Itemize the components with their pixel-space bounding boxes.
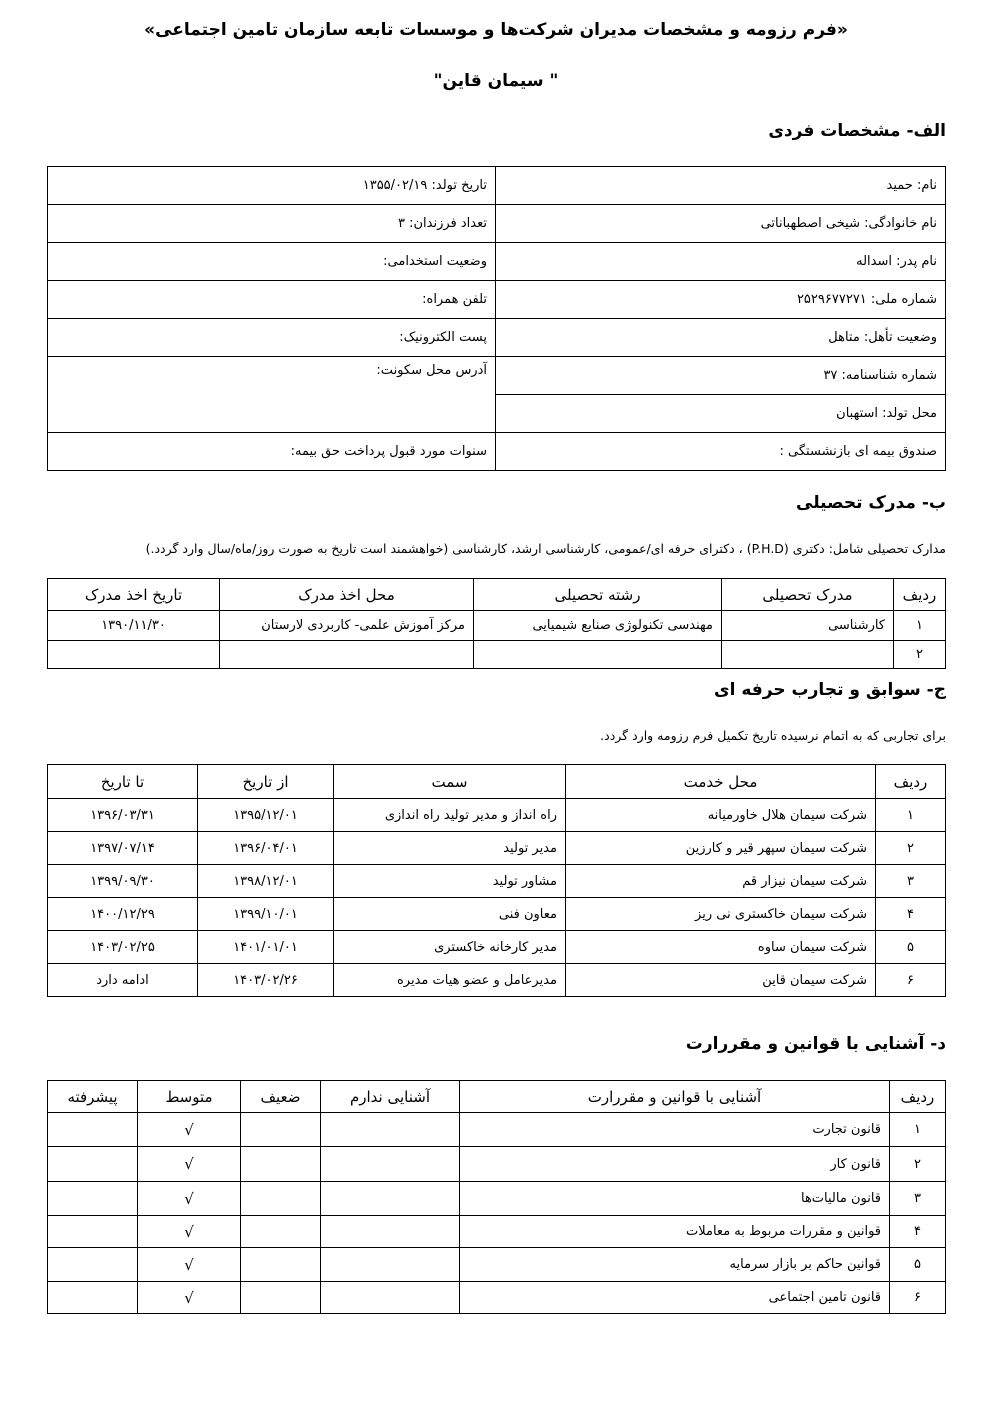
- table-row: [48, 931, 946, 964]
- experience-table: [47, 764, 946, 997]
- laws-table: [47, 1080, 946, 1314]
- not-familiar-cell: [321, 1282, 460, 1314]
- col-law: آشنایی با قوانین و مقررارت: [460, 1081, 890, 1113]
- col-row-number: ردیف: [876, 765, 946, 799]
- row-number: ۳: [876, 865, 946, 898]
- from-date-value: ۱۳۹۸/۱۲/۰۱: [198, 865, 334, 898]
- table-row: [48, 865, 946, 898]
- row-number: ۶: [876, 964, 946, 997]
- pension-fund-cell: صندوق بیمه ای بازنشستگی :: [496, 433, 946, 471]
- table-row: [48, 799, 946, 832]
- law-name: قانون مالیات‌ها: [460, 1182, 890, 1216]
- average-check: √: [138, 1113, 241, 1147]
- col-degree: مدرک تحصیلی: [722, 579, 894, 611]
- col-to-date: تا تاریخ: [48, 765, 198, 799]
- col-field: رشته تحصیلی: [474, 579, 722, 611]
- email-cell: پست الکترونیک:: [48, 319, 496, 357]
- institution-value: [220, 641, 474, 669]
- law-name: قانون تجارت: [460, 1113, 890, 1147]
- col-row-number: ردیف: [890, 1081, 946, 1113]
- not-familiar-cell: [321, 1216, 460, 1248]
- advanced-cell: [48, 1113, 138, 1147]
- to-date-value: ۱۳۹۶/۰۳/۳۱: [48, 799, 198, 832]
- address-cell: آدرس محل سکونت:: [48, 357, 496, 433]
- from-date-value: ۱۳۹۹/۱۰/۰۱: [198, 898, 334, 931]
- row-number: ۴: [876, 898, 946, 931]
- field-value: مهندسی تکنولوژی صنایع شیمیایی: [474, 611, 722, 641]
- col-workplace: محل خدمت: [566, 765, 876, 799]
- table-row: [48, 1182, 946, 1216]
- table-row: [48, 1248, 946, 1282]
- workplace-value: شرکت سیمان خاکستری نی ریز: [566, 898, 876, 931]
- advanced-cell: [48, 1282, 138, 1314]
- position-value: مدیر کارخانه خاکستری: [334, 931, 566, 964]
- institution-value: مرکز آموزش علمی- کاربردی لارستان: [220, 611, 474, 641]
- employment-status-cell: وضعیت استخدامی:: [48, 243, 496, 281]
- to-date-value: ۱۴۰۰/۱۲/۲۹: [48, 898, 198, 931]
- from-date-value: ۱۴۰۳/۰۲/۲۶: [198, 964, 334, 997]
- weak-cell: [241, 1147, 321, 1182]
- from-date-value: ۱۳۹۵/۱۲/۰۱: [198, 799, 334, 832]
- row-number: ۵: [876, 931, 946, 964]
- law-name: قوانین و مقررات مربوط به معاملات: [460, 1216, 890, 1248]
- position-value: راه انداز و مدیر تولید راه اندازی: [334, 799, 566, 832]
- to-date-value: ۱۳۹۷/۰۷/۱۴: [48, 832, 198, 865]
- degree-value: کارشناسی: [722, 611, 894, 641]
- experience-header-row: [48, 765, 946, 799]
- not-familiar-cell: [321, 1147, 460, 1182]
- company-title: " سیمان قاین": [433, 71, 559, 91]
- position-value: معاون فنی: [334, 898, 566, 931]
- laws-header-row: [48, 1081, 946, 1113]
- average-check: √: [138, 1182, 241, 1216]
- row-number: ۴: [890, 1216, 946, 1248]
- col-from-date: از تاریخ: [198, 765, 334, 799]
- degree-date-value: ۱۳۹۰/۱۱/۳۰: [48, 611, 220, 641]
- law-name: قوانین حاکم بر بازار سرمایه: [460, 1248, 890, 1282]
- advanced-cell: [48, 1147, 138, 1182]
- experience-section-heading: ج- سوابق و تجارب حرفه ای: [714, 680, 946, 700]
- col-not-familiar: آشنایی ندارم: [321, 1081, 460, 1113]
- workplace-value: شرکت سیمان قاین: [566, 964, 876, 997]
- to-date-value: ادامه دارد: [48, 964, 198, 997]
- row-number: ۳: [890, 1182, 946, 1216]
- table-row: [48, 1113, 946, 1147]
- first-name-cell: نام: حمید: [496, 167, 946, 205]
- personal-info-table: [47, 166, 946, 471]
- workplace-value: شرکت سیمان سپهر قیر و کارزین: [566, 832, 876, 865]
- education-section-heading: ب- مدرک تحصیلی: [796, 493, 946, 513]
- experience-note: برای تجاربی که به اتمام نرسیده تاریخ تکمیل فرم رزومه وارد گردد.: [600, 728, 946, 743]
- children-count-cell: تعداد فرزندان: ۳: [48, 205, 496, 243]
- advanced-cell: [48, 1216, 138, 1248]
- degree-date-value: [48, 641, 220, 669]
- weak-cell: [241, 1113, 321, 1147]
- insurance-years-cell: سنوات مورد قبول پرداخت حق بیمه:: [48, 433, 496, 471]
- col-position: سمت: [334, 765, 566, 799]
- average-check: √: [138, 1282, 241, 1314]
- to-date-value: ۱۳۹۹/۰۹/۳۰: [48, 865, 198, 898]
- table-row: [48, 1216, 946, 1248]
- workplace-value: شرکت سیمان نیزار قم: [566, 865, 876, 898]
- national-id-cell: شماره ملی: ۲۵۲۹۶۷۷۲۷۱: [496, 281, 946, 319]
- table-row: [48, 832, 946, 865]
- advanced-cell: [48, 1248, 138, 1282]
- col-advanced: پیشرفته: [48, 1081, 138, 1113]
- not-familiar-cell: [321, 1182, 460, 1216]
- col-degree-date: تاریخ اخذ مدرک: [48, 579, 220, 611]
- average-check: √: [138, 1216, 241, 1248]
- row-number: ۱: [890, 1113, 946, 1147]
- table-row: [48, 611, 946, 641]
- table-row: [48, 641, 946, 669]
- not-familiar-cell: [321, 1248, 460, 1282]
- workplace-value: شرکت سیمان ساوه: [566, 931, 876, 964]
- col-average: متوسط: [138, 1081, 241, 1113]
- row-number: ۱: [894, 611, 946, 641]
- education-note: مدارک تحصیلی شامل: دکتری (P.H.D) ، دکترای حرفه ای/عمومی، کارشناسی ارشد، کارشناسی (خواهشمند است تاریخ به صورت روز/ماه/سال وارد گردد.): [145, 541, 946, 556]
- row-number: ۲: [890, 1147, 946, 1182]
- mobile-cell: تلفن همراه:: [48, 281, 496, 319]
- degree-value: [722, 641, 894, 669]
- table-row: [48, 1282, 946, 1314]
- not-familiar-cell: [321, 1113, 460, 1147]
- average-check: √: [138, 1147, 241, 1182]
- weak-cell: [241, 1216, 321, 1248]
- laws-section-heading: د- آشنایی با قوانین و مقررارت: [685, 1034, 946, 1054]
- weak-cell: [241, 1248, 321, 1282]
- birth-date-cell: تاریخ تولد: ۱۳۵۵/۰۲/۱۹: [48, 167, 496, 205]
- col-row-number: ردیف: [894, 579, 946, 611]
- form-title: «فرم رزومه و مشخصات مدیران شرکت‌ها و موسسات تابعه سازمان تامین اجتماعی»: [144, 20, 848, 40]
- row-number: ۲: [876, 832, 946, 865]
- table-row: [48, 964, 946, 997]
- to-date-value: ۱۴۰۳/۰۲/۲۵: [48, 931, 198, 964]
- education-header-row: [48, 579, 946, 611]
- position-value: مدیر تولید: [334, 832, 566, 865]
- row-number: ۲: [894, 641, 946, 669]
- weak-cell: [241, 1182, 321, 1216]
- advanced-cell: [48, 1182, 138, 1216]
- from-date-value: ۱۴۰۱/۰۱/۰۱: [198, 931, 334, 964]
- row-number: ۵: [890, 1248, 946, 1282]
- table-row: [48, 898, 946, 931]
- marital-status-cell: وضعیت تأهل: متاهل: [496, 319, 946, 357]
- row-number: ۶: [890, 1282, 946, 1314]
- father-name-cell: نام پدر: اسداله: [496, 243, 946, 281]
- education-table: [47, 578, 946, 669]
- average-check: √: [138, 1248, 241, 1282]
- position-value: مدیرعامل و عضو هیات مدیره: [334, 964, 566, 997]
- workplace-value: شرکت سیمان هلال خاورمیانه: [566, 799, 876, 832]
- position-value: مشاور تولید: [334, 865, 566, 898]
- col-weak: ضعیف: [241, 1081, 321, 1113]
- field-value: [474, 641, 722, 669]
- law-name: قانون کار: [460, 1147, 890, 1182]
- from-date-value: ۱۳۹۶/۰۴/۰۱: [198, 832, 334, 865]
- row-number: ۱: [876, 799, 946, 832]
- id-number-cell: شماره شناسنامه: ۳۷: [496, 357, 946, 395]
- table-row: [48, 1147, 946, 1182]
- col-institution: محل اخذ مدرک: [220, 579, 474, 611]
- weak-cell: [241, 1282, 321, 1314]
- personal-section-heading: الف- مشخصات فردی: [768, 121, 946, 141]
- law-name: قانون تامین اجتماعی: [460, 1282, 890, 1314]
- birth-place-cell: محل تولد: استهبان: [496, 395, 946, 433]
- last-name-cell: نام خانوادگی: شیخی اصطهباناتی: [496, 205, 946, 243]
